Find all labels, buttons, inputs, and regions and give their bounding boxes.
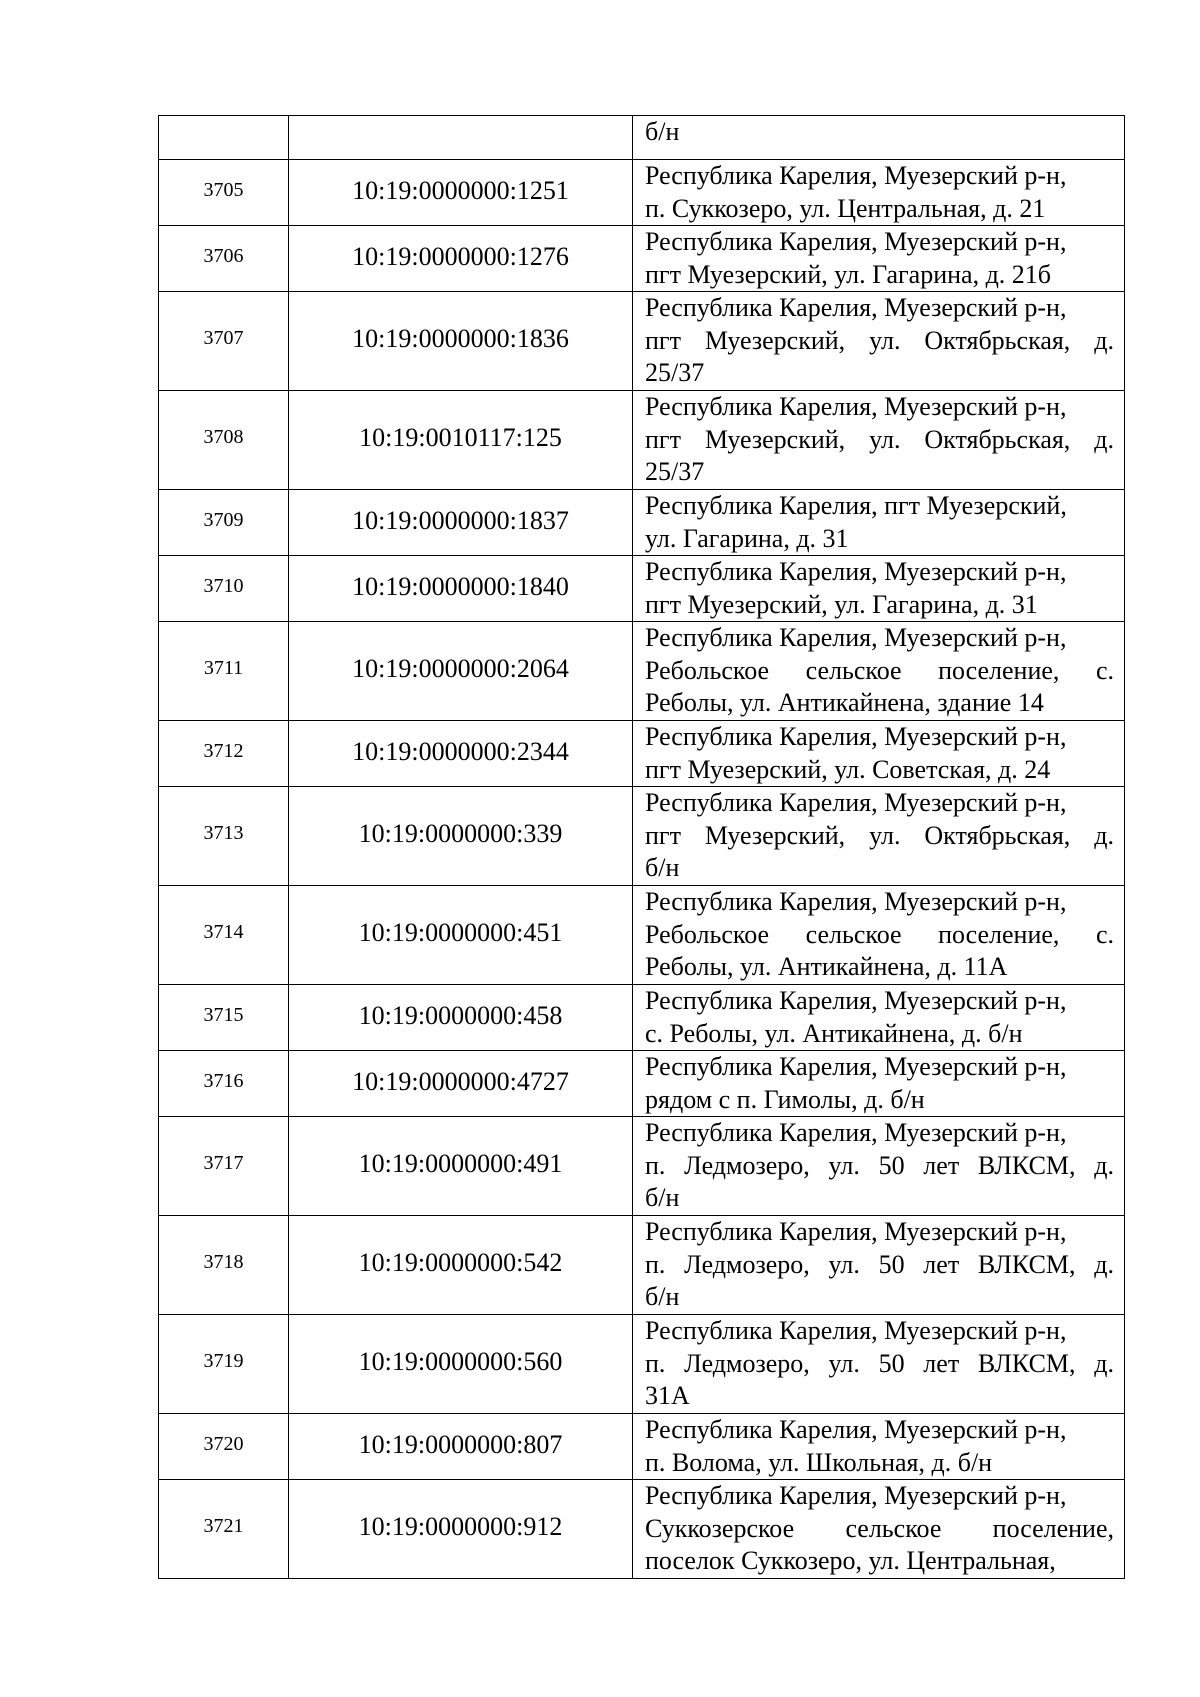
row-number: 3707 — [203, 327, 244, 349]
address-cell — [633, 985, 1125, 1051]
row-number-cell — [159, 1216, 289, 1315]
table-row — [159, 886, 1125, 985]
cadastral-number-cell — [289, 787, 633, 886]
table-row — [159, 622, 1125, 721]
table-row — [159, 721, 1125, 787]
cadastral-number-cell — [289, 490, 633, 556]
row-number-cell — [159, 1315, 289, 1414]
table-row — [159, 787, 1125, 886]
address-line: п. Ледмозеро, ул. 50 лет ВЛКСМ, д. — [645, 1150, 1114, 1180]
row-number: 3713 — [203, 822, 244, 844]
address-cell — [633, 1480, 1125, 1579]
address-cell — [633, 622, 1125, 721]
row-number-cell — [159, 556, 289, 622]
address-line: 31А — [645, 1381, 690, 1410]
row-number: 3710 — [203, 574, 244, 597]
cadastral-number: 10:19:0000000:1836 — [352, 324, 569, 354]
address-line: п. Суккозеро, ул. Центральная, д. 21 — [645, 193, 1046, 223]
address-line: пгт Муезерский, ул. Гагарина, д. 21б — [645, 259, 1052, 289]
cadastral-number-cell — [289, 1315, 633, 1414]
cadastral-number-cell — [289, 292, 633, 391]
cadastral-number-cell — [289, 985, 633, 1051]
address-line: б/н — [645, 853, 680, 882]
cadastral-number: 10:19:0000000:1276 — [352, 241, 569, 271]
address-line: п. Ледмозеро, ул. 50 лет ВЛКСМ, д. — [645, 1249, 1114, 1279]
address-line: Республика Карелия, Муезерский р-н, — [645, 293, 1067, 322]
address-cell — [633, 1051, 1125, 1117]
address-line: рядом с п. Гимолы, д. б/н — [645, 1084, 925, 1114]
row-number: 3715 — [203, 1003, 244, 1026]
address-cell — [633, 556, 1125, 622]
row-number: 3721 — [203, 1515, 244, 1537]
address-cell — [633, 391, 1125, 490]
row-number: 3719 — [203, 1350, 244, 1372]
address-cell — [633, 116, 1125, 160]
address-line: п. Ледмозеро, ул. 50 лет ВЛКСМ, д. — [645, 1348, 1114, 1378]
address-line: п. Волома, ул. Школьная, д. б/н — [645, 1447, 993, 1477]
address-line: Ребольское сельское поселение, с. — [645, 919, 1114, 949]
cadastral-number-cell — [289, 1480, 633, 1579]
row-number: 3718 — [203, 1251, 244, 1273]
table-row — [159, 292, 1125, 391]
cadastral-number: 10:19:0000000:1251 — [352, 175, 569, 205]
address-cell — [633, 1216, 1125, 1315]
address-line: Республика Карелия, Муезерский р-н, — [645, 392, 1067, 421]
table-body — [159, 116, 1125, 1579]
row-number-cell — [159, 1414, 289, 1480]
table-row — [159, 1480, 1125, 1579]
cadastral-number-cell — [289, 160, 633, 226]
address-cell — [633, 160, 1125, 226]
cadastral-number-cell — [289, 886, 633, 985]
cadastral-number: 10:19:0000000:1837 — [352, 505, 569, 535]
row-number: 3706 — [203, 244, 244, 267]
row-number: 3712 — [203, 739, 244, 762]
address-cell — [633, 787, 1125, 886]
property-table — [158, 115, 1125, 1579]
address-line: Республика Карелия, Муезерский р-н, — [645, 161, 1067, 190]
table-row — [159, 1216, 1125, 1315]
address-line: Реболы, ул. Антикайнена, здание 14 — [645, 688, 1044, 717]
table-row — [159, 116, 1125, 160]
table-row — [159, 985, 1125, 1051]
row-number: 3709 — [203, 508, 244, 531]
cadastral-number-cell — [289, 556, 633, 622]
row-number-cell — [159, 622, 289, 721]
address-line: Республика Карелия, пгт Муезерский, — [645, 491, 1067, 520]
address-line: Республика Карелия, Муезерский р-н, — [645, 722, 1067, 751]
row-number: 3708 — [203, 426, 244, 448]
cadastral-number: 10:19:0000000:2344 — [352, 736, 569, 766]
address-line: Республика Карелия, Муезерский р-н, — [645, 1217, 1067, 1246]
cadastral-number-cell — [289, 391, 633, 490]
table-row — [159, 1117, 1125, 1216]
address-line: Республика Карелия, Муезерский р-н, — [645, 986, 1067, 1015]
cadastral-number-cell — [289, 116, 633, 160]
cadastral-number: 10:19:0010117:125 — [359, 423, 562, 453]
address-line: б/н — [645, 1282, 680, 1311]
row-number-cell — [159, 1480, 289, 1579]
table-row — [159, 226, 1125, 292]
address-cell — [633, 490, 1125, 556]
address-line: Республика Карелия, Муезерский р-н, — [645, 1481, 1067, 1510]
address-line: Республика Карелия, Муезерский р-н, — [645, 1316, 1067, 1345]
cadastral-number: 10:19:0000000:491 — [358, 1149, 563, 1179]
address-line: 25/37 — [645, 457, 705, 486]
address-cell — [633, 1315, 1125, 1414]
address-line: Реболы, ул. Антикайнена, д. 11А — [645, 952, 1008, 981]
address-line: Республика Карелия, Муезерский р-н, — [645, 788, 1067, 817]
row-number-cell — [159, 160, 289, 226]
row-number-cell — [159, 886, 289, 985]
table-row — [159, 391, 1125, 490]
address-cell — [633, 721, 1125, 787]
table-row — [159, 1315, 1125, 1414]
table-row — [159, 160, 1125, 226]
row-number-cell — [159, 226, 289, 292]
cadastral-number: 10:19:0000000:4727 — [352, 1066, 569, 1096]
cadastral-number-cell — [289, 622, 633, 721]
address-line: ул. Гагарина, д. 31 — [645, 523, 849, 553]
cadastral-number: 10:19:0000000:451 — [358, 918, 563, 948]
cadastral-number: 10:19:0000000:458 — [358, 1000, 563, 1030]
row-number-cell — [159, 1051, 289, 1117]
cadastral-number: 10:19:0000000:2064 — [352, 654, 569, 684]
cadastral-number-cell — [289, 1414, 633, 1480]
row-number: 3705 — [203, 178, 244, 201]
address-cell — [633, 1414, 1125, 1480]
row-number: 3711 — [203, 657, 244, 679]
row-number-cell — [159, 116, 289, 160]
row-number-cell — [159, 292, 289, 391]
table-row — [159, 1051, 1125, 1117]
table-row — [159, 556, 1125, 622]
address-line: Республика Карелия, Муезерский р-н, — [645, 557, 1067, 586]
cadastral-number-cell — [289, 1117, 633, 1216]
table-row — [159, 490, 1125, 556]
address-line: Суккозерское сельское поселение, — [645, 1513, 1114, 1543]
address-line: Республика Карелия, Муезерский р-н, — [645, 887, 1067, 916]
address-line: Республика Карелия, Муезерский р-н, — [645, 1118, 1067, 1147]
address-line: Республика Карелия, Муезерский р-н, — [645, 1415, 1067, 1444]
cadastral-number-cell — [289, 1216, 633, 1315]
cadastral-number-cell — [289, 721, 633, 787]
address-cell — [633, 1117, 1125, 1216]
address-line: с. Реболы, ул. Антикайнена, д. б/н — [645, 1018, 1023, 1048]
address-cell — [633, 292, 1125, 391]
row-number: 3720 — [203, 1432, 244, 1455]
address-line: б/н — [645, 117, 680, 146]
address-line: пгт Муезерский, ул. Гагарина, д. 31 — [645, 589, 1038, 619]
address-line: 25/37 — [645, 358, 705, 387]
address-line: поселок Суккозеро, ул. Центральная, — [645, 1546, 1056, 1575]
address-line: пгт Муезерский, ул. Октябрьская, д. — [645, 820, 1114, 850]
address-line: б/н — [645, 1183, 680, 1212]
table-row — [159, 1414, 1125, 1480]
cadastral-number-cell — [289, 226, 633, 292]
cadastral-number: 10:19:0000000:1840 — [352, 571, 569, 601]
cadastral-number: 10:19:0000000:560 — [358, 1347, 563, 1377]
cadastral-number: 10:19:0000000:912 — [358, 1512, 563, 1542]
row-number-cell — [159, 985, 289, 1051]
row-number: 3717 — [203, 1152, 244, 1174]
cadastral-number: 10:19:0000000:339 — [358, 819, 563, 849]
address-cell — [633, 886, 1125, 985]
row-number: 3714 — [203, 921, 244, 943]
row-number-cell — [159, 490, 289, 556]
address-line: Республика Карелия, Муезерский р-н, — [645, 1052, 1067, 1081]
address-line: Ребольское сельское поселение, с. — [645, 655, 1114, 685]
address-line: пгт Муезерский, ул. Октябрьская, д. — [645, 424, 1114, 454]
row-number-cell — [159, 391, 289, 490]
cadastral-number: 10:19:0000000:542 — [358, 1248, 563, 1278]
row-number-cell — [159, 1117, 289, 1216]
cadastral-number: 10:19:0000000:807 — [358, 1429, 563, 1459]
address-cell — [633, 226, 1125, 292]
row-number-cell — [159, 787, 289, 886]
cadastral-number-cell — [289, 1051, 633, 1117]
row-number-cell — [159, 721, 289, 787]
row-number: 3716 — [203, 1069, 244, 1092]
address-line: Республика Карелия, Муезерский р-н, — [645, 227, 1067, 256]
address-line: пгт Муезерский, ул. Советская, д. 24 — [645, 754, 1051, 784]
address-line: пгт Муезерский, ул. Октябрьская, д. — [645, 325, 1114, 355]
address-line: Республика Карелия, Муезерский р-н, — [645, 623, 1067, 652]
